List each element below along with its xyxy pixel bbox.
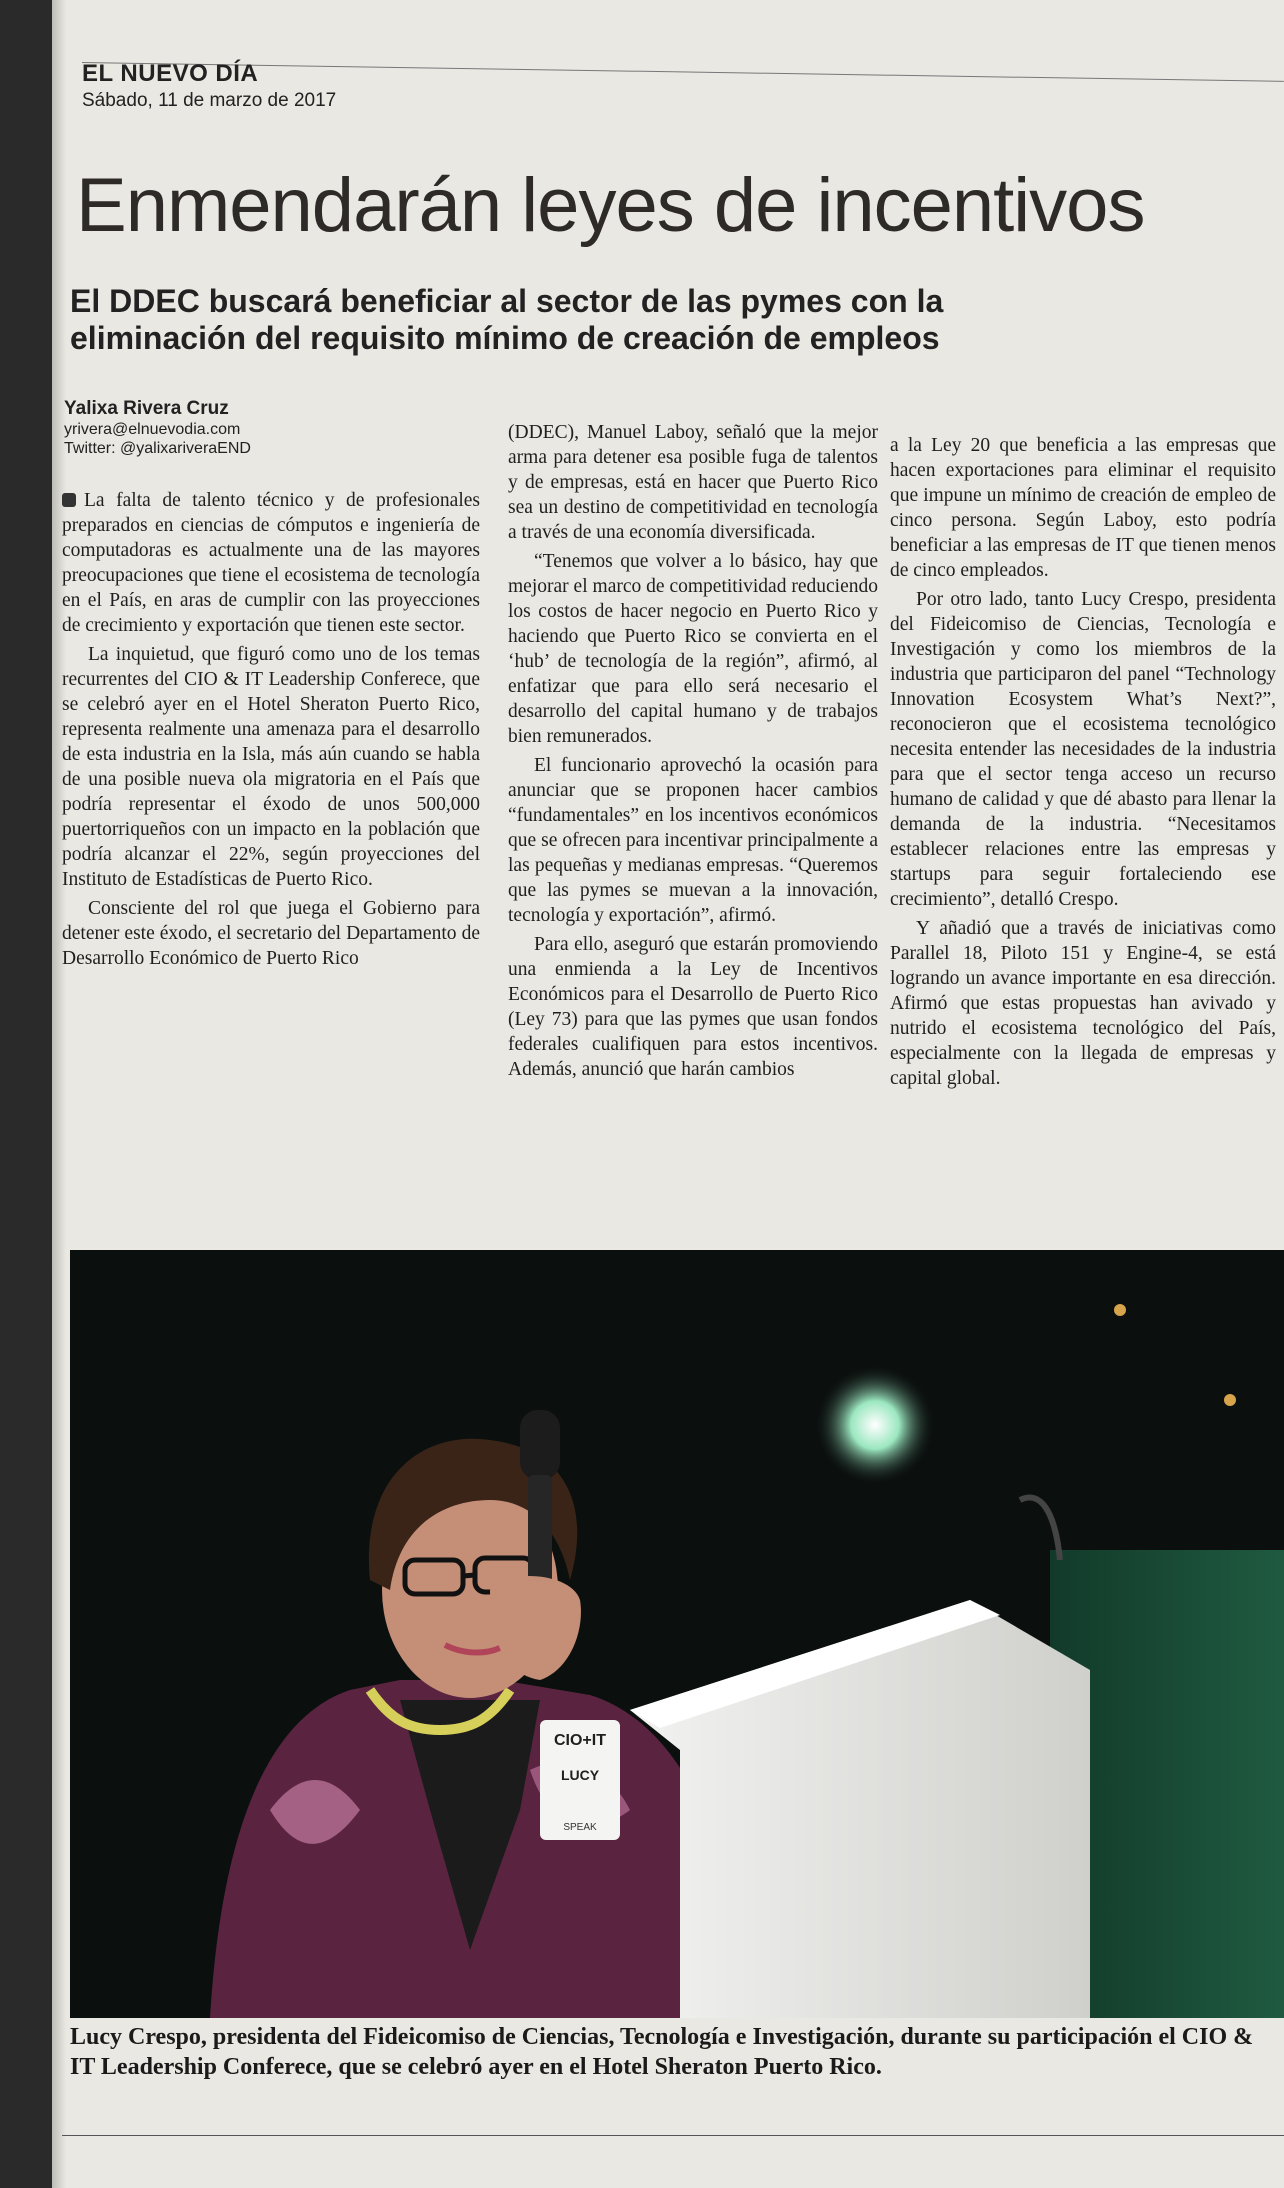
page-edge-shadow [52, 0, 66, 2188]
paragraph: La inquietud, que figuró como uno de los temas recurrentes del CIO & IT Leadership Conferece, que se celebró ayer en el Hotel Sheraton Puerto Rico, representa realmente una amenaza para el desarrollo de esta industria en la Isla, más aún cuando se habla de una posible nueva ola migratoria en el País que podría representar el éxodo de unos 500,000 puertorriqueños con un impacto en la población que podría alcanzar el 22%, según proyecciones del Instituto de Estadísticas de Puerto Rico. [62, 644, 480, 890]
badge-name: LUCY [560, 1767, 600, 1783]
badge-logo: CIO+IT [553, 1732, 607, 1749]
byline [64, 398, 251, 458]
stage-light [815, 1365, 935, 1485]
paragraph: El funcionario aprovechó la ocasión para anunciar que se proponen hacer cambios “fundamentales” en los incentivos económicos que se ofrecen para incentivar principalmente a las pequeñas y medianas empresas. “Queremos que las pymes se muevan a la innovación, tecnología y exportación”, afirmó. [508, 755, 878, 926]
paragraph: (DDEC), Manuel Laboy, señaló que la mejor arma para detener esa posible fuga de talentos y de empresas, está en hacer que Puerto Rico sea un destino de competitividad en tecnología a través de una economía diversificada. [508, 422, 878, 543]
paragraph: Consciente del rol que juega el Gobierno para detener este éxodo, el secretario del Departamento de Desarrollo Económico de Puerto Rico [62, 898, 480, 969]
author-twitter: Twitter: @yalixariveraEND [64, 440, 251, 457]
paragraph: Para ello, aseguró que estarán promoviendo una enmienda a la Ley de Incentivos Económicos para el Desarrollo de Puerto Rico (Ley 73) para que las pymes que usan fondos federales cualifiquen para estos incentivos. Además, anunció que harán cambios [508, 934, 878, 1080]
author-email: yrivera@elnuevodia.com [64, 421, 241, 438]
article-column-2 [508, 420, 878, 1086]
headline: Enmendarán leyes de incentivos [76, 163, 1145, 248]
subheadline: El DDEC buscará beneficiar al sector de las pymes con la eliminación del requisito mínimo de creación de empleos [70, 283, 944, 356]
issue-date: Sábado, 11 de marzo de 2017 [82, 90, 337, 111]
photo-illustration [70, 1250, 1284, 2018]
badge-role: SPEAK [563, 1822, 597, 1833]
paragraph: Y añadió que a través de iniciativas como Parallel 18, Piloto 151 y Engine-4, se está logrando un avance importante en esa dirección. Afirmó que estas propuestas han avivado y nutrido el ecosistema tecnológico del País, especialmente con la llegada de empresas y capital global. [890, 918, 1276, 1089]
microphone [520, 1410, 560, 1480]
paragraph: a la Ley 20 que beneficia a las empresas que hacen exportaciones para eliminar el requisito que impune un mínimo de creación de empleo de cinco persona. Según Laboy, esto podría beneficiar a las empresas de IT que tienen menos de cinco empleados. [890, 435, 1276, 581]
paragraph: Por otro lado, tanto Lucy Crespo, presidenta del Fideicomiso de Ciencias, Tecnología e Investigación y como los miembros de la industria que participaron del panel “Technology Innovation Ecosystem What’s Next?”, reconocieron que el ecosistema tecnológico necesita entender las necesidades de la industria para que el sector tenga acceso un recurso humano de calidad y que dé abasto para llenar la demanda de la industria. “Necesitamos establecer relaciones entre las empresas y startups para seguir fortaleciendo ese crecimiento”, detalló Crespo. [890, 589, 1276, 910]
paragraph: La falta de talento técnico y de profesionales preparados en ciencias de cómputos e ingeniería de computadoras es actualmente una de las mayores preocupaciones que tiene el ecosistema de tecnología en el País, en aras de cumplir con las proyecciones de crecimiento y exportación que tienen este sector. [62, 490, 480, 636]
masthead [82, 60, 336, 112]
article-column-1 [62, 488, 480, 975]
newspaper-name: EL NUEVO DÍA [82, 60, 259, 87]
bottom-rule [62, 2135, 1284, 2136]
author-name: Yalixa Rivera Cruz [64, 398, 229, 419]
lead-bullet-icon [62, 493, 76, 507]
article-photo [70, 1250, 1284, 2018]
photo-caption: Lucy Crespo, presidenta del Fideicomiso de Ciencias, Tecnología e Investigación, durante su participación el CIO & IT Leadership Conferece, que se celebró ayer en el Hotel Sheraton Puerto Rico. [70, 2024, 1254, 2080]
article-column-3 [890, 433, 1276, 1095]
paragraph: “Tenemos que volver a lo básico, hay que mejorar el marco de competitividad reduciendo los costos de hacer negocio en Puerto Rico y haciendo que Puerto Rico se convierta en el ‘hub’ de tecnología de la región”, afirmó, al enfatizar que para ello será necesario el desarrollo del capital humano y de trabajos bien remunerados. [508, 551, 878, 747]
